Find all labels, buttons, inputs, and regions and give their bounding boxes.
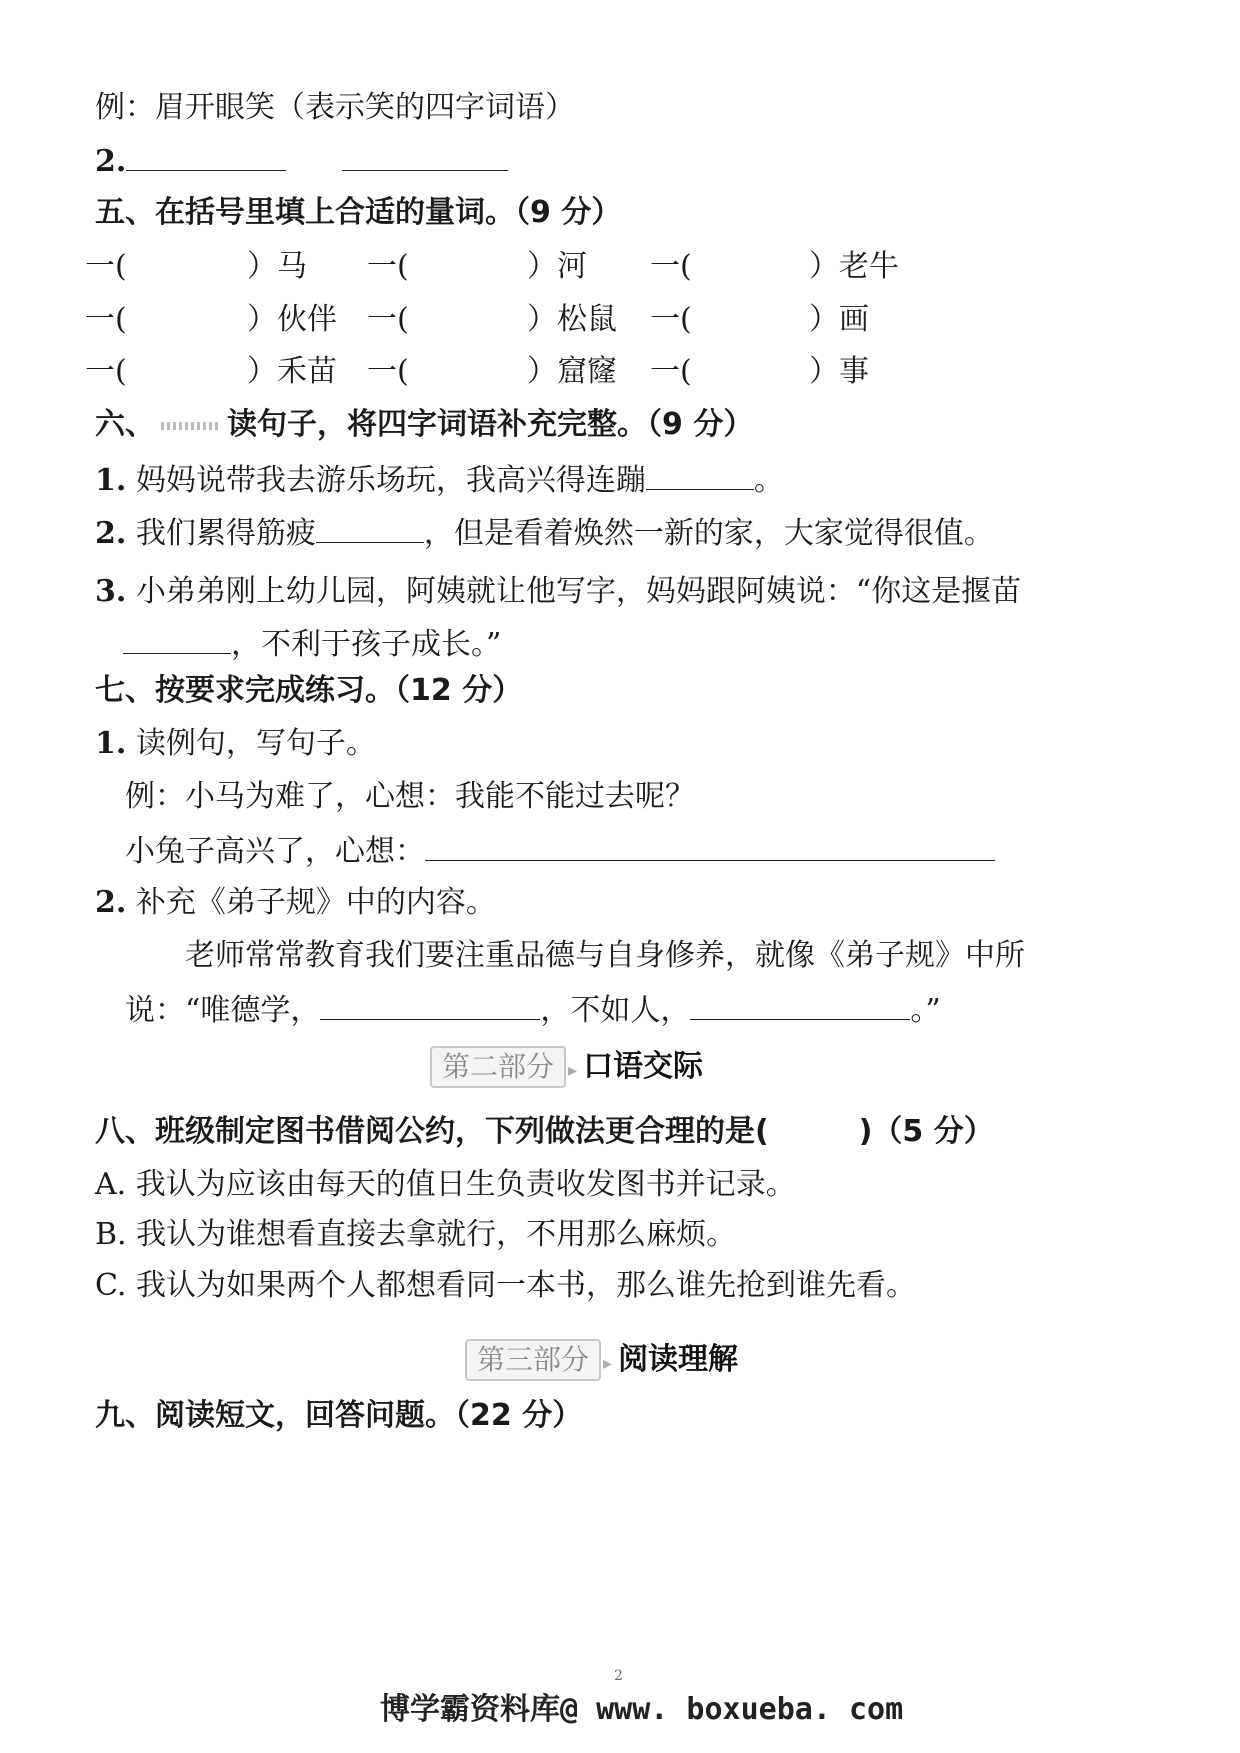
q2-label: 2.: [95, 144, 127, 179]
prefix: 一(: [650, 354, 692, 389]
measure-item: ）松鼠: [527, 302, 617, 337]
prefix: 一(: [367, 354, 409, 389]
s6-item-2: [95, 512, 994, 554]
section-6-heading: [95, 405, 753, 445]
item-text-end: ，不利于孩子成长。”: [231, 627, 502, 662]
page-number: 2: [614, 1668, 623, 1684]
prefix: 一(: [85, 354, 127, 389]
prefix: 一(: [85, 249, 127, 284]
item-text: 小弟弟刚上幼儿园，阿姨就让他写字，妈妈跟阿姨说：“你这是揠苗: [135, 574, 1022, 609]
section-7-heading: 七、按要求完成练习。（12 分）: [95, 673, 523, 708]
option-b[interactable]: B. 我认为谁想看直接去拿就行，不用那么麻烦。: [95, 1217, 737, 1252]
item-number: 3.: [95, 574, 127, 609]
item-text: 补充《弟子规》中的内容。: [135, 885, 496, 920]
prompt-text: 小兔子高兴了，心想：: [125, 834, 425, 869]
option-c[interactable]: C. 我认为如果两个人都想看同一本书，那么谁先抢到谁先看。: [95, 1268, 916, 1303]
measure-item: ）伙伴: [247, 302, 337, 337]
s6-item-1: [95, 459, 784, 501]
s7-example: 例：小马为难了，心想：我能不能过去呢？: [125, 779, 695, 814]
fill-blank[interactable]: [646, 459, 754, 490]
measure-item: ）画: [809, 302, 869, 337]
blank-answer-1[interactable]: [126, 140, 286, 171]
item-text: 妈妈说带我去游乐场玩，我高兴得连蹦: [135, 463, 646, 498]
item-text-end: ，但是看着焕然一新的家，大家觉得很值。: [423, 516, 994, 551]
item-number: 2.: [95, 516, 127, 551]
part-3-banner: [465, 1339, 738, 1384]
part-2-tag: 第二部分: [430, 1046, 566, 1088]
q2-blanks-line: [95, 140, 508, 182]
section-5-heading: 五、在括号里填上合适的量词。（9 分）: [95, 195, 622, 230]
item-number: 2.: [95, 885, 127, 920]
measure-item: ）禾苗: [247, 354, 337, 389]
fill-blank-2[interactable]: [690, 989, 910, 1020]
fill-blank-1[interactable]: [320, 989, 540, 1020]
fill-blank[interactable]: [123, 623, 231, 654]
measure-item: ）事: [809, 354, 869, 389]
s6-item-3: [95, 565, 1135, 671]
answer-line[interactable]: [425, 830, 995, 861]
prefix: 一(: [367, 249, 409, 284]
s7-paragraph-2: [125, 989, 941, 1031]
item-number: 1.: [95, 463, 127, 498]
prefix: 一(: [650, 302, 692, 337]
item-text: 我们累得筋疲: [135, 516, 316, 551]
section-6-title: 读句子，将四字词语补充完整。（9 分）: [227, 407, 754, 442]
s7-q1: [95, 724, 376, 764]
item-text-end: 。: [753, 463, 784, 498]
part-2-title: 口语交际: [583, 1049, 704, 1084]
measure-item: ）老牛: [809, 249, 899, 284]
measure-item: ）窟窿: [527, 354, 617, 389]
section-6-number: 六、: [95, 407, 155, 442]
para-text: 。”: [910, 993, 941, 1028]
blank-answer-2[interactable]: [342, 140, 508, 171]
scan-smudge: [161, 422, 221, 430]
prefix: 一(: [367, 302, 409, 337]
para-text: ，不如人，: [540, 993, 691, 1028]
measure-item: ）河: [527, 249, 587, 284]
s7-prompt-line: [125, 830, 995, 872]
example-line: 例：眉开眼笑（表示笑的四字词语）: [95, 90, 575, 125]
item-text: 读例句，写句子。: [135, 726, 376, 761]
arrow-icon: ▸: [603, 1353, 613, 1374]
option-a[interactable]: A. 我认为应该由每天的值日生负责收发图书并记录。: [95, 1167, 796, 1202]
part-3-title: 阅读理解: [618, 1342, 739, 1377]
watermark: 博学霸资料库@ www. boxueba. com: [380, 1692, 904, 1727]
arrow-icon: ▸: [568, 1060, 578, 1081]
part-3-tag: 第三部分: [465, 1339, 601, 1381]
measure-item: ）马: [247, 249, 307, 284]
para-text: 说：“唯德学，: [125, 993, 321, 1028]
section-9-heading: 九、阅读短文，回答问题。（22 分）: [95, 1398, 583, 1433]
s7-paragraph-1: 老师常常教育我们要注重品德与自身修养，就像《弟子规》中所: [185, 938, 1025, 973]
fill-blank[interactable]: [316, 512, 424, 543]
prefix: 一(: [85, 302, 127, 337]
prefix: 一(: [650, 249, 692, 284]
item-number: 1.: [95, 726, 127, 761]
s7-q2: [95, 883, 496, 923]
part-2-banner: [430, 1046, 703, 1091]
section-8-heading: 八、班级制定图书借阅公约，下列做法更合理的是( )（5 分）: [95, 1114, 994, 1149]
